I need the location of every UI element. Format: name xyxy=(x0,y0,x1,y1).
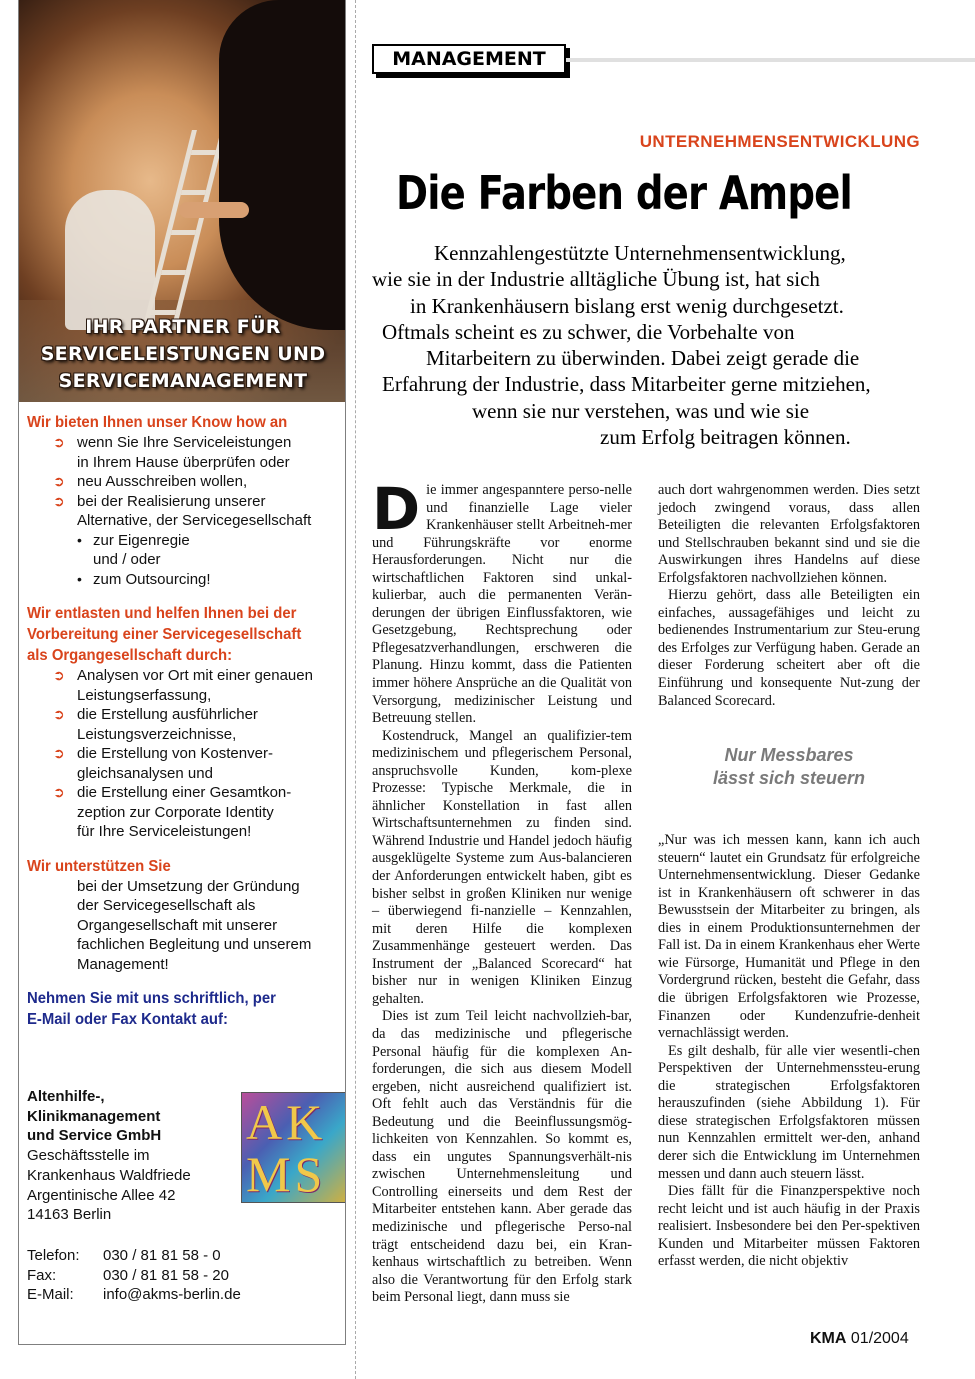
ad-contact-heading: Nehmen Sie mit uns schriftlich, per E-Mail oder Fax Kontakt auf: xyxy=(27,990,276,1028)
ad-body xyxy=(27,412,343,1030)
article-kicker: UNTERNEHMENSENTWICKLUNG xyxy=(639,132,920,151)
ad-section3-heading: Wir unterstützen Sie xyxy=(27,857,171,875)
dropcap: D xyxy=(372,475,421,543)
arrow-right-icon: ➲ xyxy=(53,745,65,761)
article-lead: Kennzahlengestützte Unternehmensentwicklung, wie sie in der Industrie alltägliche Übung ist, hat sich in Krankenhäusern bislang erst wenig durchgesetzt. Oftmals scheint es zu schwer, die Vorbehalte von Mitarbeitern zu überwinden. Dabei zeigt gerade die Erfahrung der Industrie, dass Mitarbeiter gerne mitziehen, wenn sie nur verstehen, was und wie sie zum Erfolg beitragen können. xyxy=(372,241,871,450)
list-subitem: und / oder xyxy=(93,551,161,568)
paragraph: Hierzu gehört, dass alle Beteiligten ein einfaches, aussagefähiges und leicht zu bedienendes Instrumentarium zur Steu-erung des Erfolges zur Verfügung haben. Gerade an dieser Forderung scheitert aber oft die Einführung und konsequente Nut-zung der Balanced Scorecard. xyxy=(658,587,920,709)
ad-section1-heading: Wir bieten Ihnen unser Know how an xyxy=(27,414,288,431)
list-subitem: • zur Eigenregie xyxy=(77,531,190,549)
paragraph: „Nur was ich messen kann, kann ich auch steuern“ lautet ein Grundsatz für erfolgreiche Unternehmensentwicklung. Dieser Gedanke ist in Krankenhäusern oft schwerer in das Bewusstsein der Mitarbeiter zu bringen, als dies in einem Produktionsunternehmen der Fall ist. Da in einem Krankenhaus eher Werte wie Fürsorge, Humanität und Pflege in den Vordergrund rücken, besteht die Gefahr, dass die übrigen Erfolgsfaktoren wie Prozesse, Finanzen oder Kundenzufrie-denheit vernachlässigt werden. xyxy=(658,832,920,1042)
list-item: ➲ Analysen vor Ort mit einer genauen xyxy=(53,667,313,684)
article-subheading: Nur Messbares lässt sich steuern xyxy=(712,745,866,789)
email-row[interactable]: E-Mail: info@akms-berlin.de xyxy=(27,1286,241,1304)
magazine-name: KMA xyxy=(810,1330,847,1347)
arrow-right-icon: ➲ xyxy=(53,434,65,450)
paragraph: Dies fällt für die Finanzperspektive noch recht leicht und ist auch häufig in der Praxis realisiert. Insbesondere bei den Per-spektiven Kunden und Mitarbeiter müssen Faktoren erfasst werden, die nicht objektiv xyxy=(658,1183,920,1270)
issue-number: 01/2004 xyxy=(850,1330,909,1347)
list-item: ➲ wenn Sie Ihre Serviceleistungen xyxy=(53,434,292,451)
section-rule xyxy=(566,58,975,62)
paragraph: Die immer angespanntere perso-nelle und finanzielle Lage vieler Krankenhäuser stellt Arbeitneh-mer und Führungskräfte vor enorme Herausforderungen. Nicht nur die wirtschaftlichen Faktoren sind unkal-kulierbar, auch die permanenten Verän-derungen der übrigen Einflussfaktoren, wie Gesetzgebung, Rechtsprechung oder Pflegesatzverhandlungen, erschweren die Planung. Hinzu kommt, dass die Patienten immer höhere Ansprüche an die Qualität von Versorgung, medizinischer Leistung und Betreuung stellen. xyxy=(372,475,632,727)
page-footer xyxy=(810,1330,909,1348)
list-subitem: • zum Outsourcing! xyxy=(77,570,211,588)
list-item: für Ihre Serviceleistungen! xyxy=(77,823,252,840)
article-column-2 xyxy=(658,482,920,1271)
list-item: ➲ die Erstellung von Kostenver- xyxy=(53,745,273,762)
list-item: Leistungsverzeichnisse, xyxy=(77,725,237,743)
arrow-right-icon: ➲ xyxy=(53,473,65,489)
arrow-right-icon: ➲ xyxy=(53,492,65,509)
arrow-right-icon: ➲ xyxy=(53,784,65,800)
list-item: Alternative, der Servicegesellschaft xyxy=(77,512,312,529)
arrow-right-icon: ➲ xyxy=(53,667,65,683)
list-item: gleichsanalysen und xyxy=(77,764,213,782)
bullet-icon: • xyxy=(77,531,82,548)
fax-row: Fax: 030 / 81 81 58 - 20 xyxy=(27,1266,229,1284)
paragraph: Dies ist zum Teil leicht nachvollzieh-bar, da das medizinische und pflegerische Personal häufig für die komplexen An-forderungen, die sich aus diesem Modell ergeben, nicht ausreichend qualifiziert ist. Oft fehlt auch das Verständnis für die Bedeutung und die Beeinflussungsmög-lichkeiten von Kennzahlen. So kommt es, dass ein ungutes Spannungsverhält-nis zwischen Unternehmensleitung und Controlling einerseits und dem Rest der Mitarbeiter entstehen kann. Aber gerade das medizinische und pflegerische Perso-nal trägt entscheidend dazu bei, ein Kran-kenhaus wirtschaftlich zu betreiben. Wenn also die Verantwortung für den Erfolg stark beim Personal liegt, dann muss sie xyxy=(372,1008,632,1306)
ad-section2-heading: Wir entlasten und helfen Ihnen bei der Vorbereitung einer Servicegesellschaft als Organgesellschaft durch: xyxy=(27,605,302,664)
person-helping xyxy=(219,0,346,330)
column-separator xyxy=(355,0,356,1379)
ad-section1-list xyxy=(27,433,343,589)
list-item: ➲ bei der Realisierung unserer xyxy=(53,492,266,510)
advertisement xyxy=(18,0,346,1345)
telephone-row: Telefon: 030 / 81 81 58 - 0 xyxy=(27,1247,221,1264)
ad-section2-list xyxy=(27,666,343,842)
ad-photo xyxy=(19,0,346,402)
ad-contact-details xyxy=(27,1246,343,1305)
article-column-1 xyxy=(372,475,632,1307)
akms-logo: AK MS xyxy=(241,1092,346,1203)
list-item: Leistungserfassung, xyxy=(77,686,212,704)
list-item: zeption zur Corporate Identity xyxy=(77,803,274,821)
list-item: ➲ die Erstellung einer Gesamtkon- xyxy=(53,784,292,801)
article-title: Die Farben der Ampel xyxy=(396,166,852,220)
ad-section3-text: bei der Umsetzung der Gründung der Servicegesellschaft als Organgesellschaft mit unserer fachlichen Begleitung und unserem Management! xyxy=(77,877,312,973)
ad-headline: IHR PARTNER FÜR SERVICELEISTUNGEN UND SERVICEMANAGEMENT xyxy=(40,316,326,392)
list-item: ➲ neu Ausschreiben wollen, xyxy=(53,473,248,490)
ad-company-address: Altenhilfe-, Klinikmanagement und Service GmbH Geschäftsstelle im Krankenhaus Waldfriede Argentinische Allee 42 14163 Berlin xyxy=(27,1088,191,1224)
arrow-right-icon: ➲ xyxy=(53,706,65,722)
paragraph: auch dort wahrgenommen werden. Dies setzt jedoch zwingend voraus, dass allen Beteiligten die relevanten Erfolgsfaktoren und Stellschrauben bekannt sind und sie die Auswirkungen ihres Handelns auf diese Erfolgsfaktoren nachvollziehen können. xyxy=(658,482,920,586)
list-item: ➲ die Erstellung ausführlicher xyxy=(53,706,258,723)
person-on-ladder xyxy=(65,190,155,330)
bullet-icon: • xyxy=(77,570,82,587)
paragraph: Es gilt deshalb, für alle vier wesentli-chen Perspektiven der Unternehmenssteu-erung die strategischen Erfolgsfaktoren herauszufinden (siehe Abbildung 1). Für diese strategischen Erfolgsfaktoren müssen nun Kennzahlen ermittelt wer-den, anhand derer sich die Entwicklung im Unternehmen messen und dann auch steuern lässt. xyxy=(658,1042,920,1182)
section-label: MANAGEMENT xyxy=(372,44,566,74)
paragraph: Kostendruck, Mangel an qualifizier-tem medizinischem und pflegerischem Personal, anspruchsvolle Kunden, kom-plexe Prozesse: Typische Merkmale, die in ähnlicher Konstellation in fast allen Wirtschaftsunternehmen zu finden sind. Während Industrie und Handel jedoch häufig ausgeklügelte Systeme zum Aus-balancieren der Anforderungen entwickelt haben, gibt es bisher selbst in großen Kliniken nur wenige – überwiegend fi-nanzielle – Kennzahlen, mit deren Hilfe die komplexen Zusammenhänge gesteuert werden. Das Instrument der „Balanced Scorecard“ hat bisher nur in wenigen Kliniken Einzug gehalten. xyxy=(372,727,632,1007)
list-item: in Ihrem Hause überprüfen oder xyxy=(77,453,290,471)
handshake xyxy=(179,202,249,218)
